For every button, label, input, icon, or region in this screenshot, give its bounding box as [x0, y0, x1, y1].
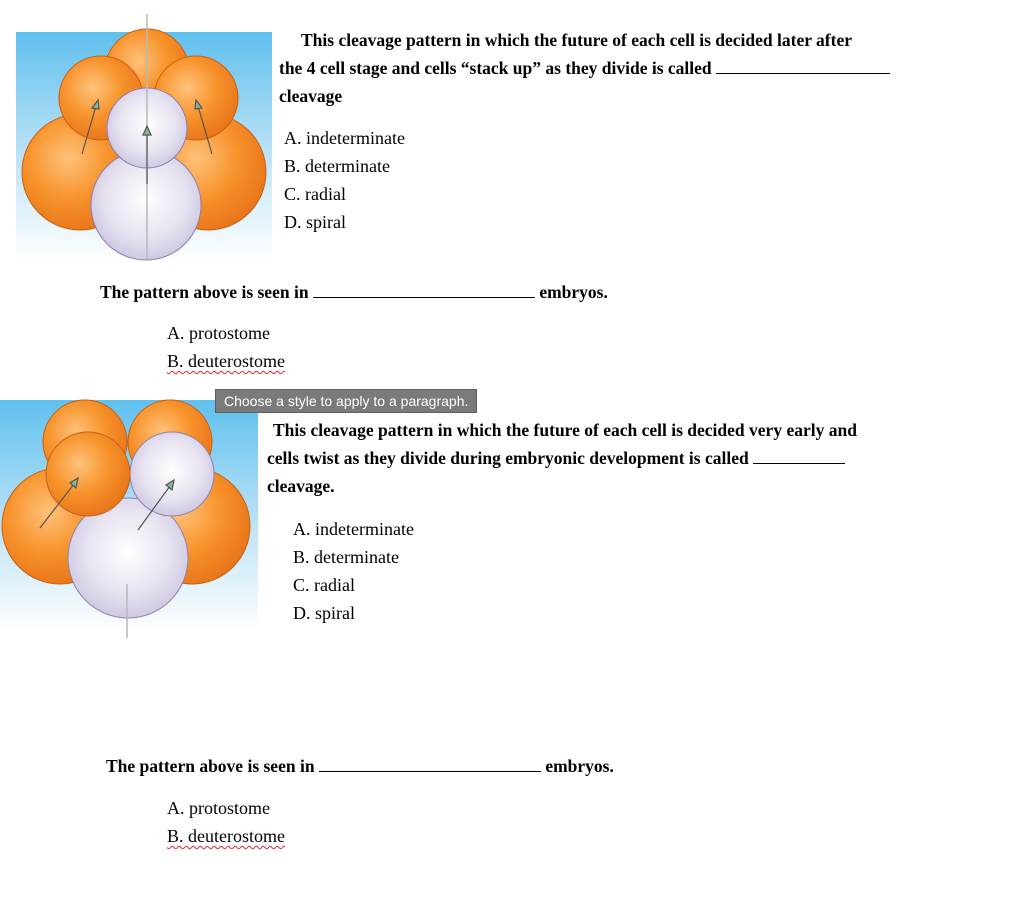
option-item: C. radial	[284, 184, 346, 204]
option-item	[167, 347, 285, 375]
option-item	[167, 822, 285, 850]
question-1-line-2	[279, 54, 1019, 82]
question-4-stem	[106, 752, 614, 780]
radial-cleavage-figure	[16, 14, 272, 261]
option-item: B. determinate	[293, 547, 399, 567]
option-item: A. protostome	[167, 323, 270, 343]
question-1-stem	[279, 26, 1019, 110]
answer-blank-2[interactable]	[313, 279, 535, 298]
paragraph-style-tooltip: Choose a style to apply to a paragraph.	[215, 389, 477, 413]
option-item: D. spiral	[293, 603, 355, 623]
option-item: B. determinate	[284, 156, 390, 176]
question-2-prefix: The pattern above is seen in	[100, 282, 309, 302]
question-1-options	[284, 124, 405, 236]
answer-blank-4[interactable]	[319, 753, 541, 772]
question-2-stem	[100, 278, 608, 306]
question-3-line-2	[267, 444, 1017, 472]
question-3-options	[293, 515, 414, 627]
question-1-line-1: This cleavage pattern in which the future of each cell is decided later after	[301, 30, 853, 50]
question-2-options	[167, 319, 285, 375]
answer-blank-1[interactable]	[716, 55, 890, 74]
option-item: A. indeterminate	[284, 128, 405, 148]
question-2-suffix: embryos.	[539, 282, 608, 302]
question-3-stem	[267, 416, 1017, 500]
option-item: D. spiral	[284, 212, 346, 232]
question-3-line-3: cleavage.	[267, 476, 335, 496]
question-4-suffix: embryos.	[545, 756, 614, 776]
question-1-line-2-text: the 4 cell stage and cells “stack up” as they divide is called	[279, 58, 712, 78]
option-item-spellcheck-text: B. deuterostome	[167, 826, 285, 846]
option-item: A. indeterminate	[293, 519, 414, 539]
option-item-spellcheck-text: B. deuterostome	[167, 351, 285, 371]
spiral-cleavage-figure	[0, 398, 258, 638]
question-3-line-1: This cleavage pattern in which the future of each cell is decided very early and	[273, 420, 857, 440]
option-item: A. protostome	[167, 798, 270, 818]
question-4-options	[167, 794, 285, 850]
answer-blank-3[interactable]	[753, 445, 845, 464]
option-item: C. radial	[293, 575, 355, 595]
question-1-line-3: cleavage	[279, 86, 343, 106]
question-3-line-2-text: cells twist as they divide during embryonic development is called	[267, 448, 749, 468]
question-4-prefix: The pattern above is seen in	[106, 756, 315, 776]
